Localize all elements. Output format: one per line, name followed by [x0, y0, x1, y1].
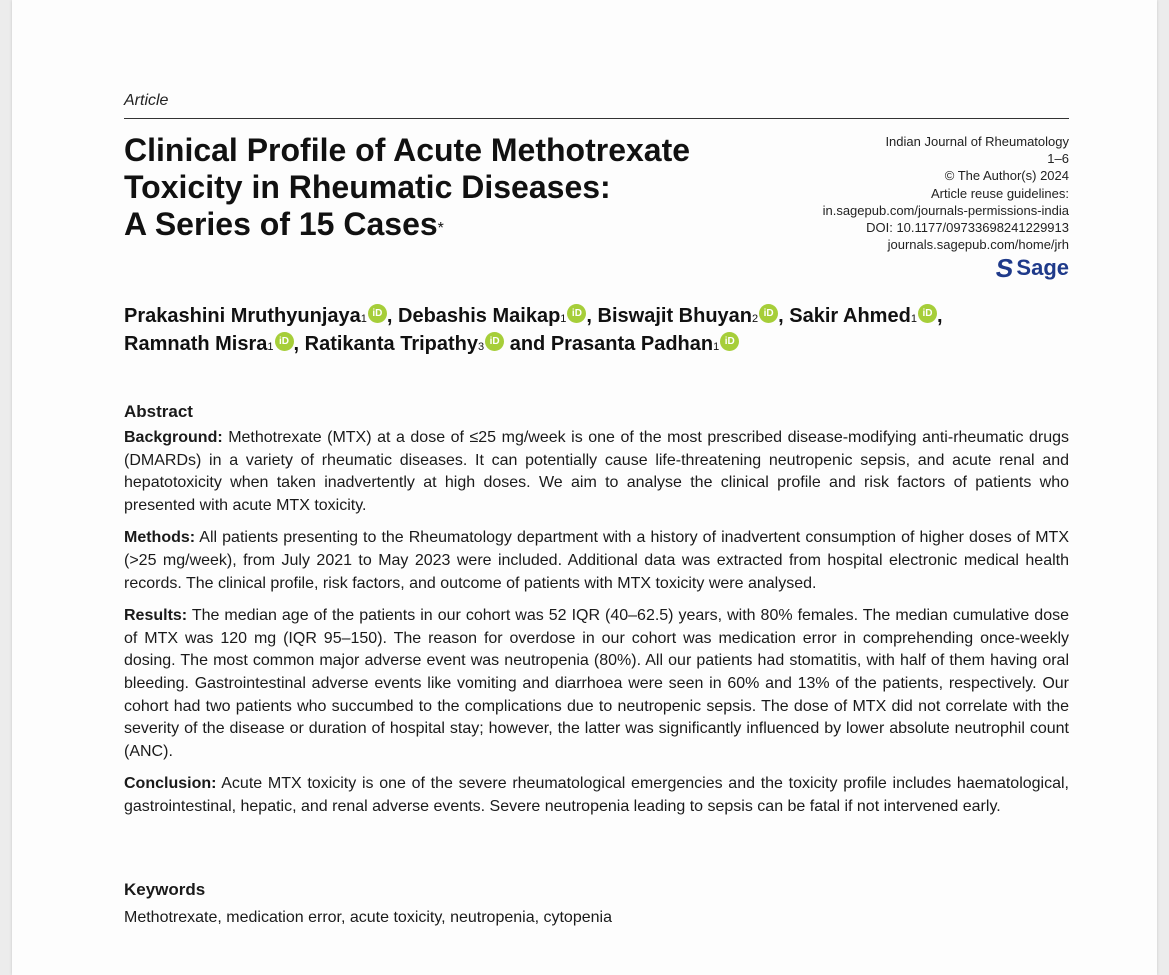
orcid-icon[interactable]: iD: [759, 304, 778, 323]
conclusion-label: Conclusion:: [124, 775, 217, 793]
affiliation-mark: 1: [267, 341, 274, 353]
author-separator: ,: [293, 333, 305, 355]
results-label: Results:: [124, 607, 188, 625]
author-separator: and: [504, 333, 551, 355]
title-line-2: Toxicity in Rheumatic Diseases:: [124, 169, 611, 205]
sage-logo: [993, 253, 1069, 283]
sage-logo-text: Sage: [1016, 255, 1069, 280]
author-name: Ramnath Misra: [124, 333, 268, 355]
author-name: Prasanta Padhan: [550, 333, 714, 355]
orcid-icon[interactable]: iD: [368, 304, 387, 323]
results-text: The median age of the patients in our cohort was 52 IQR (40–62.5) years, with 80% females. The median cumulative dose of MTX was 120 mg (IQR 95–150). The reason for overdose in our cohort was medication error in comprehending once-weekly dosing. The most common major adverse event was neutropenia (80%). All our patients had stomatitis, with half of them having oral bleeding. Gastrointestinal adverse events like vomiting and diarrhoea were seen in 60% and 13% of the patients, respectively. Our cohort had two patients who succumbed to the complications due to neutropenic sepsis. The dose of MTX did not correlate with the severity of the disease or duration of hospital stay; however, the latter was significantly influenced by lower absolute neutrophil count (ANC).: [124, 607, 1069, 760]
keywords-section: [124, 880, 1069, 928]
abstract-methods: [124, 527, 1069, 595]
affiliation-mark: 1: [713, 341, 720, 353]
copyright: © The Author(s) 2024: [944, 168, 1069, 184]
orcid-icon[interactable]: iD: [918, 304, 937, 323]
affiliation-mark: 1: [910, 313, 917, 325]
doi[interactable]: DOI: 10.1177/09733698241229913: [866, 220, 1069, 236]
abstract-background: [124, 427, 1069, 517]
author-separator: ,: [936, 305, 943, 327]
abstract-heading: Abstract: [124, 402, 193, 421]
permissions-link[interactable]: in.sagepub.com/journals-permissions-india: [822, 202, 1069, 218]
affiliation-mark: 1: [360, 313, 367, 325]
author-name: Biswajit Bhuyan: [597, 305, 753, 327]
author-name: Prakashini Mruthyunjaya: [124, 305, 361, 327]
author-separator: ,: [386, 305, 398, 327]
header-rule: [124, 118, 1069, 119]
methods-text: All patients presenting to the Rheumatology department with a history of inadvertent consumption of higher doses of MTX (>25 mg/week), from July 2021 to May 2023 were included. Additional data was extracted from hospital electronic medical health records. The clinical profile, risk factors, and outcome of patients with MTX toxicity were analysed.: [124, 529, 1069, 592]
page-range: 1–6: [1047, 151, 1069, 167]
abstract-section: [124, 402, 1069, 829]
abstract-results: [124, 605, 1069, 763]
article-type-label: Article: [124, 92, 169, 109]
title-footnote-mark: *: [437, 220, 444, 237]
keywords-heading: Keywords: [124, 880, 206, 899]
keywords-list: Methotrexate, medication error, acute toxicity, neutropenia, cytopenia: [124, 909, 612, 926]
author-name: Sakir Ahmed: [789, 305, 911, 327]
title-line-1: Clinical Profile of Acute Methotrexate: [124, 132, 691, 168]
orcid-icon[interactable]: iD: [485, 332, 504, 351]
author-separator: ,: [778, 305, 790, 327]
journal-meta: [749, 133, 1069, 253]
author-row-1: [124, 302, 1069, 330]
paper-page: [12, 0, 1157, 975]
affiliation-mark: 2: [752, 313, 759, 325]
journal-home-link[interactable]: journals.sagepub.com/home/jrh: [887, 237, 1069, 253]
author-name: Ratikanta Tripathy: [304, 333, 479, 355]
orcid-icon[interactable]: iD: [567, 304, 586, 323]
reuse-guidelines: Article reuse guidelines:: [930, 185, 1069, 201]
affiliation-mark: 3: [478, 341, 485, 353]
author-separator: ,: [586, 305, 598, 327]
methods-label: Methods:: [124, 529, 196, 547]
conclusion-text: Acute MTX toxicity is one of the severe rheumatological emergencies and the toxicity profile includes haematological, gastrointestinal, hepatic, and renal adverse events. Severe neutropenia leading to sepsis can be fatal if not intervened early.: [124, 775, 1069, 815]
abstract-conclusion: [124, 773, 1069, 818]
author-name: Debashis Maikap: [398, 305, 561, 327]
author-list: [124, 302, 1069, 358]
background-label: Background:: [124, 429, 223, 446]
article-title: [124, 132, 774, 243]
background-text: Methotrexate (MTX) at a dose of ≤25 mg/week is one of the most prescribed disease-modifying anti-rheumatic drugs (DMARDs) in a variety of rheumatic diseases. It can potentially cause life-threatening neutropenic sepsis, and acute renal and hepatotoxicity when taken inadvertently at high doses. We aim to analyse the clinical profile and risk factors of patients who presented with acute MTX toxicity.: [124, 429, 1069, 514]
affiliation-mark: 1: [560, 313, 567, 325]
orcid-icon[interactable]: iD: [275, 332, 294, 351]
journal-name: Indian Journal of Rheumatology: [885, 134, 1069, 149]
title-line-3: [124, 206, 774, 243]
author-row-2: [124, 330, 1069, 358]
title-line-3-text: A Series of 15 Cases: [124, 206, 438, 242]
sage-logo-icon: S: [993, 253, 1016, 283]
orcid-icon[interactable]: iD: [720, 332, 739, 351]
